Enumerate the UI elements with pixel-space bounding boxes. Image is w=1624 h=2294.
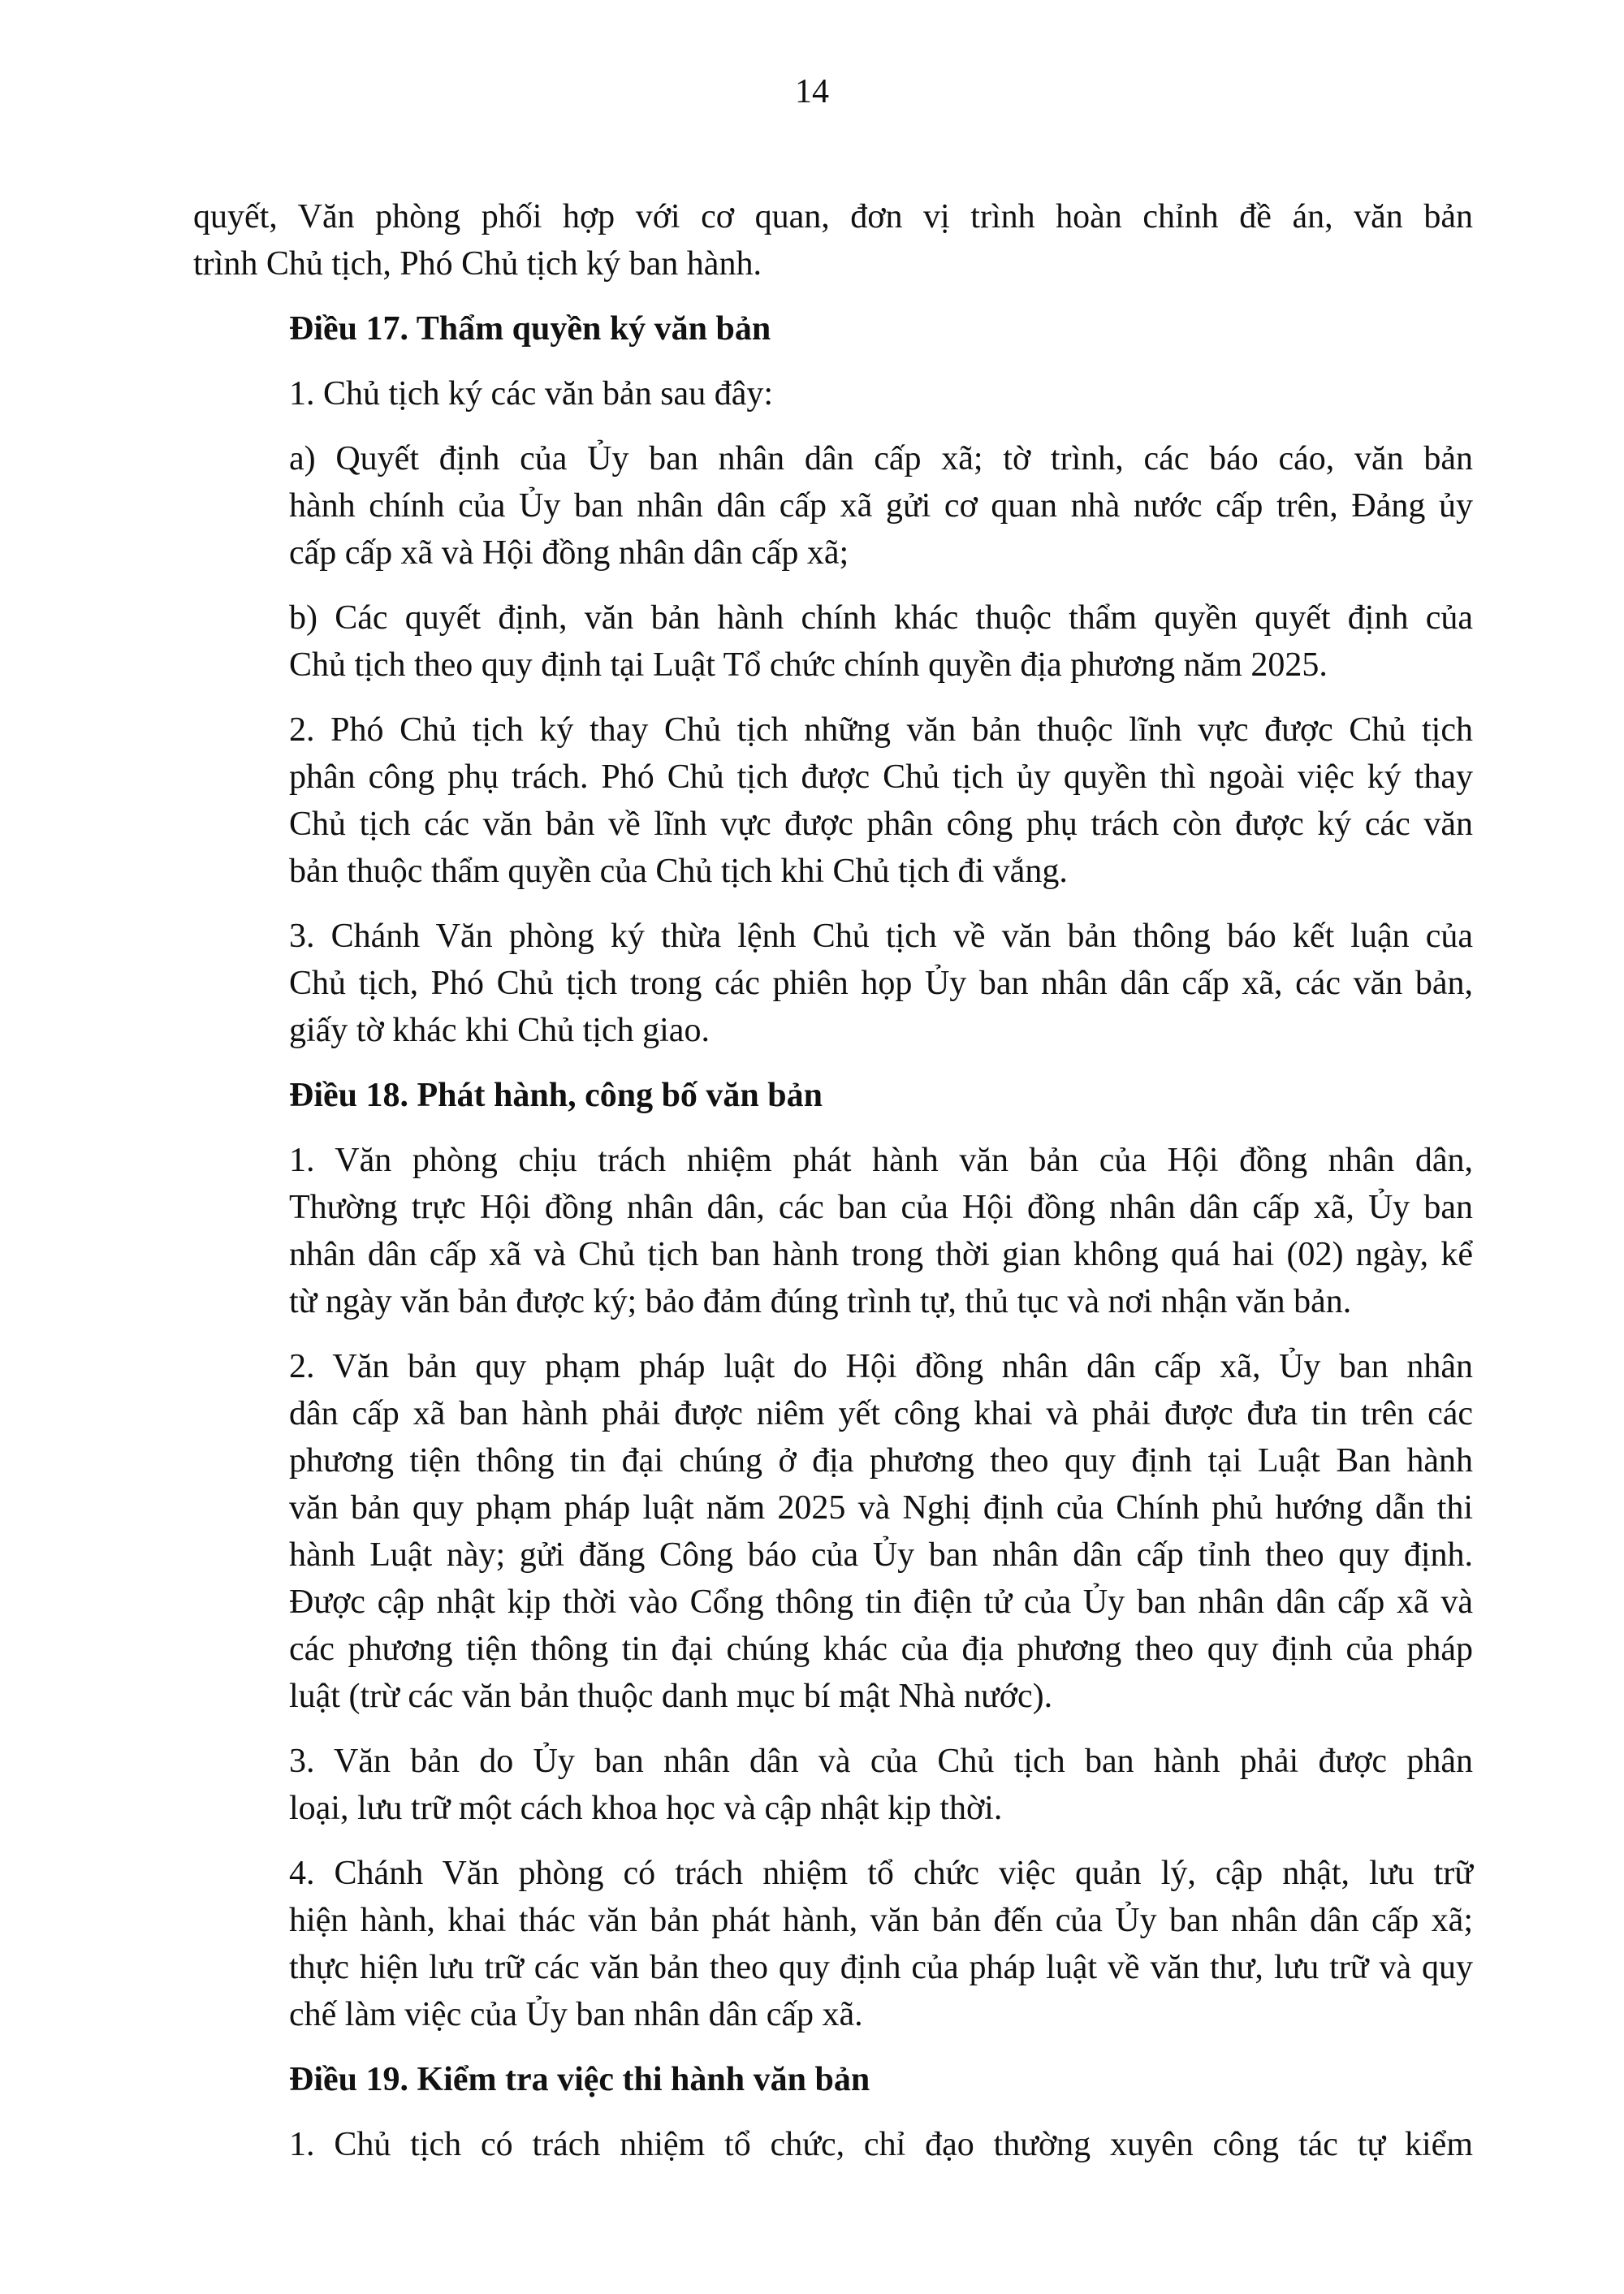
text-line: quyết, Văn phòng phối hợp với cơ quan, đơn vị trình hoàn chỉnh đề án, văn bản	[193, 198, 1473, 235]
text-line: Chủ tịch theo quy định tại Luật Tổ chức chính quyền địa phương năm 2025.	[289, 646, 1328, 684]
paragraph	[193, 370, 1473, 417]
text-line: Điều 19. Kiểm tra việc thi hành văn bản	[289, 2061, 870, 2098]
text-line: 4. Chánh Văn phòng có trách nhiệm tổ chức việc quản lý, cập nhật, lưu trữ	[289, 1855, 1473, 1892]
text-line: Điều 17. Thẩm quyền ký văn bản	[289, 310, 771, 348]
text-line: Chủ tịch, Phó Chủ tịch trong các phiên họp Ủy ban nhân dân cấp xã, các văn bản,	[289, 965, 1473, 1002]
paragraph	[193, 1738, 1473, 1832]
text-line: Chủ tịch các văn bản về lĩnh vực được phân công phụ trách còn được ký các văn	[289, 806, 1473, 843]
text-line: các phương tiện thông tin đại chúng khác của địa phương theo quy định của pháp	[289, 1631, 1473, 1668]
text-line: hành Luật này; gửi đăng Công báo của Ủy ban nhân dân cấp tỉnh theo quy định.	[289, 1536, 1473, 1574]
text-line: nhân dân cấp xã và Chủ tịch ban hành trong thời gian không quá hai (02) ngày, kể	[289, 1236, 1473, 1273]
text-line: 2. Văn bản quy phạm pháp luật do Hội đồng nhân dân cấp xã, Ủy ban nhân	[289, 1348, 1473, 1385]
text-line: luật (trừ các văn bản thuộc danh mục bí mật Nhà nước).	[289, 1678, 1053, 1715]
text-line: loại, lưu trữ một cách khoa học và cập nhật kịp thời.	[289, 1790, 1003, 1827]
text-line: 1. Chủ tịch ký các văn bản sau đây:	[289, 375, 773, 413]
text-line: a) Quyết định của Ủy ban nhân dân cấp xã; tờ trình, các báo cáo, văn bản	[289, 440, 1473, 477]
text-line: 1. Chủ tịch có trách nhiệm tổ chức, chỉ đạo thường xuyên công tác tự kiểm	[289, 2126, 1473, 2163]
text-line: trình Chủ tịch, Phó Chủ tịch ký ban hành.	[193, 245, 762, 283]
text-line: văn bản quy phạm pháp luật năm 2025 và Nghị định của Chính phủ hướng dẫn thi	[289, 1489, 1473, 1527]
text-line: bản thuộc thẩm quyền của Chủ tịch khi Chủ tịch đi vắng.	[289, 853, 1068, 890]
text-line: thực hiện lưu trữ các văn bản theo quy định của pháp luật về văn thư, lưu trữ và quy	[289, 1949, 1473, 1986]
article-heading	[193, 1072, 1473, 1119]
paragraph	[193, 1137, 1473, 1325]
paragraph	[193, 435, 1473, 577]
article-heading	[193, 2056, 1473, 2103]
page-number: 14	[795, 73, 829, 110]
text-line: dân cấp xã ban hành phải được niêm yết công khai và phải được đưa tin trên các	[289, 1395, 1473, 1432]
text-line: hiện hành, khai thác văn bản phát hành, văn bản đến của Ủy ban nhân dân cấp xã;	[289, 1902, 1473, 1939]
text-line: 3. Chánh Văn phòng ký thừa lệnh Chủ tịch về văn bản thông báo kết luận của	[289, 918, 1473, 955]
paragraph	[193, 2121, 1473, 2168]
text-line: 1. Văn phòng chịu trách nhiệm phát hành văn bản của Hội đồng nhân dân,	[289, 1142, 1473, 1179]
paragraph	[193, 594, 1473, 689]
text-line: Điều 18. Phát hành, công bố văn bản	[289, 1077, 823, 1114]
text-line: 3. Văn bản do Ủy ban nhân dân và của Chủ tịch ban hành phải được phân	[289, 1743, 1473, 1780]
document-body	[193, 193, 1473, 2186]
text-line: b) Các quyết định, văn bản hành chính khác thuộc thẩm quyền quyết định của	[289, 599, 1473, 637]
paragraph	[193, 193, 1473, 287]
paragraph	[193, 706, 1473, 895]
text-line: Được cập nhật kịp thời vào Cổng thông tin điện tử của Ủy ban nhân dân cấp xã và	[289, 1583, 1473, 1621]
text-line: hành chính của Ủy ban nhân dân cấp xã gửi cơ quan nhà nước cấp trên, Đảng ủy	[289, 487, 1473, 525]
paragraph	[193, 1343, 1473, 1720]
text-line: 2. Phó Chủ tịch ký thay Chủ tịch những văn bản thuộc lĩnh vực được Chủ tịch	[289, 711, 1473, 749]
paragraph	[193, 913, 1473, 1054]
text-line: Thường trực Hội đồng nhân dân, các ban của Hội đồng nhân dân cấp xã, Ủy ban	[289, 1189, 1473, 1226]
text-line: phương tiện thông tin đại chúng ở địa phương theo quy định tại Luật Ban hành	[289, 1442, 1473, 1480]
text-line: từ ngày văn bản được ký; bảo đảm đúng trình tự, thủ tục và nơi nhận văn bản.	[289, 1283, 1352, 1320]
article-heading	[193, 305, 1473, 352]
text-line: phân công phụ trách. Phó Chủ tịch được Chủ tịch ủy quyền thì ngoài việc ký thay	[289, 758, 1473, 796]
text-line: cấp cấp xã và Hội đồng nhân dân cấp xã;	[289, 534, 849, 572]
text-line: chế làm việc của Ủy ban nhân dân cấp xã.	[289, 1996, 863, 2033]
text-line: giấy tờ khác khi Chủ tịch giao.	[289, 1012, 710, 1049]
paragraph	[193, 1850, 1473, 2038]
